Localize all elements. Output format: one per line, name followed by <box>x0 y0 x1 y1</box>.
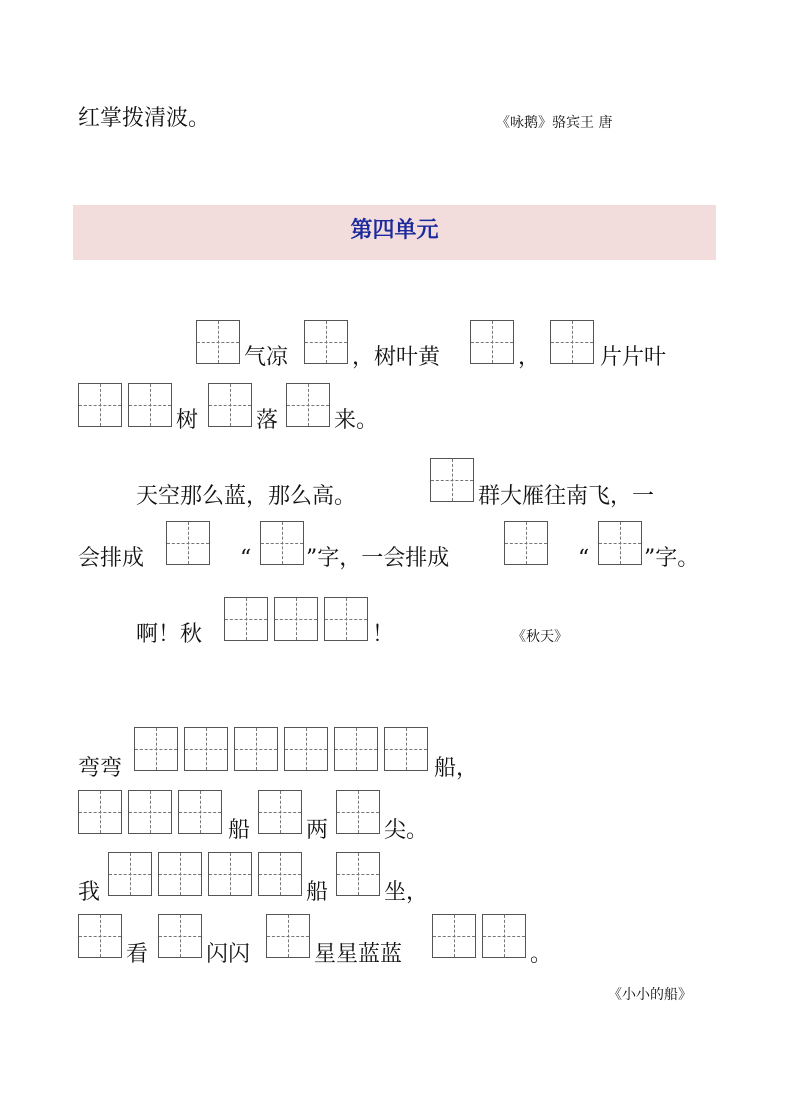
answer-box[interactable] <box>208 383 252 427</box>
text-segment: 群大雁往南飞，一 <box>478 484 655 509</box>
answer-box[interactable] <box>196 320 240 364</box>
text-segment: 坐， <box>384 880 429 905</box>
text-segment: 树 <box>176 408 199 433</box>
text-segment: ”字，一会排成 <box>306 546 450 571</box>
answer-box[interactable] <box>78 914 122 958</box>
answer-box[interactable] <box>134 727 178 771</box>
text-segment: ， <box>518 345 541 370</box>
text-segment: 尖。 <box>384 818 429 843</box>
text-segment: 。 <box>530 942 553 967</box>
answer-box[interactable] <box>550 320 594 364</box>
answer-box[interactable] <box>432 914 476 958</box>
unit-title: 第四单元 <box>350 217 439 243</box>
text-segment: 船 <box>306 880 329 905</box>
answer-box[interactable] <box>470 320 514 364</box>
answer-box[interactable] <box>166 521 210 565</box>
poem-source: 《咏鹅》骆宾王 唐 <box>496 115 613 131</box>
answer-box[interactable] <box>266 914 310 958</box>
text-segment: 船， <box>434 756 479 781</box>
answer-box[interactable] <box>598 521 642 565</box>
text-segment: 两 <box>306 818 329 843</box>
poem-line: 红掌拨清波。 <box>78 106 211 131</box>
text-segment: 啊！秋 <box>136 622 203 647</box>
answer-box[interactable] <box>430 458 474 502</box>
text-segment: 天空那么蓝，那么高。 <box>136 484 357 509</box>
answer-box[interactable] <box>178 790 222 834</box>
text-segment: 会排成 <box>78 546 145 571</box>
text-segment: “ <box>578 546 590 571</box>
text-segment: 我 <box>78 880 101 905</box>
answer-box[interactable] <box>286 383 330 427</box>
poem-source: 《秋天》 <box>512 629 568 645</box>
poem-source: 《小小的船》 <box>608 987 692 1003</box>
answer-box[interactable] <box>128 790 172 834</box>
answer-box[interactable] <box>258 852 302 896</box>
text-segment: 弯弯 <box>78 756 123 781</box>
answer-box[interactable] <box>284 727 328 771</box>
text-segment: 星星蓝蓝 <box>314 942 403 967</box>
answer-box[interactable] <box>336 852 380 896</box>
answer-box[interactable] <box>304 320 348 364</box>
text-segment: 气凉 <box>244 345 289 370</box>
answer-box[interactable] <box>78 790 122 834</box>
text-segment: ！ <box>372 622 395 647</box>
answer-box[interactable] <box>324 597 368 641</box>
answer-box[interactable] <box>158 852 202 896</box>
text-segment: ”字。 <box>644 546 700 571</box>
unit-banner <box>73 205 716 260</box>
answer-box[interactable] <box>274 597 318 641</box>
answer-box[interactable] <box>334 727 378 771</box>
answer-box[interactable] <box>208 852 252 896</box>
answer-box[interactable] <box>336 790 380 834</box>
answer-box[interactable] <box>224 597 268 641</box>
text-segment: 落 <box>256 408 279 433</box>
answer-box[interactable] <box>184 727 228 771</box>
answer-box[interactable] <box>108 852 152 896</box>
answer-box[interactable] <box>234 727 278 771</box>
answer-box[interactable] <box>260 521 304 565</box>
answer-box[interactable] <box>78 383 122 427</box>
answer-box[interactable] <box>384 727 428 771</box>
answer-box[interactable] <box>158 914 202 958</box>
text-segment: ，树叶黄 <box>352 345 441 370</box>
text-segment: 闪闪 <box>206 942 251 967</box>
answer-box[interactable] <box>128 383 172 427</box>
answer-box[interactable] <box>258 790 302 834</box>
text-segment: 船 <box>228 818 251 843</box>
answer-box[interactable] <box>504 521 548 565</box>
text-segment: “ <box>240 546 252 571</box>
text-segment: 片片叶 <box>600 345 667 370</box>
text-segment: 看 <box>126 942 149 967</box>
answer-box[interactable] <box>482 914 526 958</box>
text-segment: 来。 <box>334 408 379 433</box>
